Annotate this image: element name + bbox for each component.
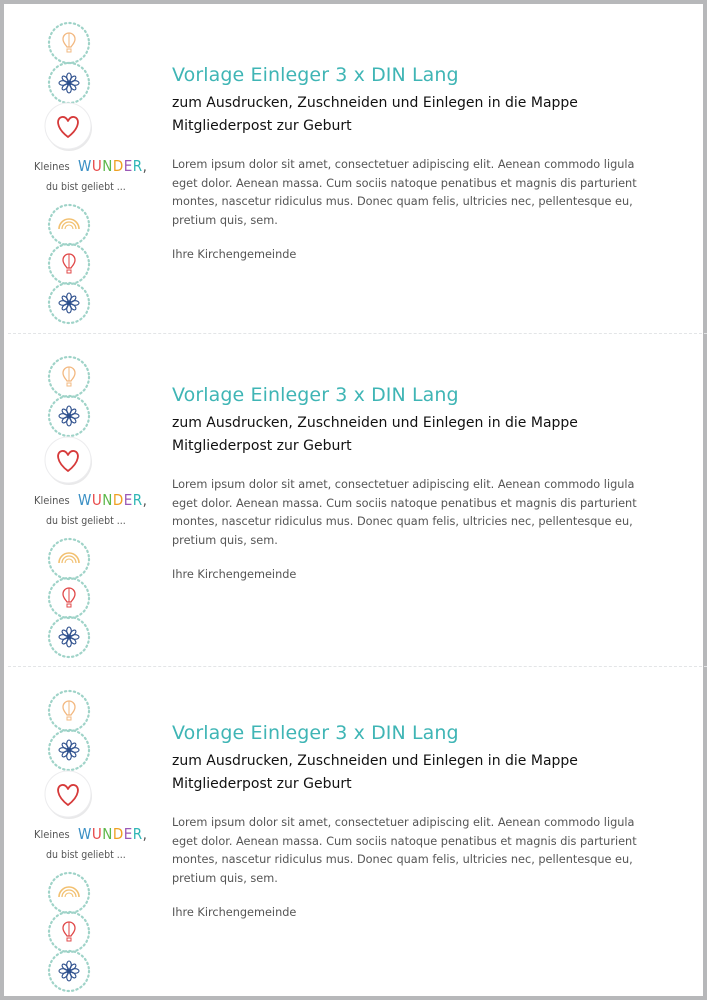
tagline-word1: Kleines xyxy=(34,160,70,173)
kleines-wunder-logo xyxy=(28,820,148,866)
flower-icon xyxy=(46,727,92,773)
insert-title: Vorlage Einleger 3 x DIN Lang xyxy=(172,64,459,86)
insert-title: Vorlage Einleger 3 x DIN Lang xyxy=(172,722,459,744)
insert-signature: Ihre Kirchengemeinde xyxy=(172,906,297,919)
cut-line xyxy=(8,666,707,667)
insert-body: Lorem ipsum dolor sit amet, consectetuer adipiscing elit. Aenean commodo ligula eget dolor. Aenean massa. Cum sociis natoque penatibus et magnis dis parturient montes, nascetur ridiculus mus. Donec quam felis, ultricies nec, pellentesque eu, pretium quis, sem. xyxy=(172,816,637,886)
heart-icon xyxy=(42,434,96,488)
heart-icon xyxy=(42,100,96,154)
insert-signature: Ihre Kirchengemeinde xyxy=(172,568,297,581)
tagline-word2: WUNDER, xyxy=(78,157,148,175)
tagline-line2: du bist geliebt ... xyxy=(46,515,126,527)
heart-icon xyxy=(42,768,96,822)
flower-icon xyxy=(46,280,92,326)
tagline-word1: Kleines xyxy=(34,494,70,507)
insert-title: Vorlage Einleger 3 x DIN Lang xyxy=(172,384,459,406)
insert-body: Lorem ipsum dolor sit amet, consectetuer adipiscing elit. Aenean commodo ligula eget dolor. Aenean massa. Cum sociis natoque penatibus et magnis dis parturient montes, nascetur ridiculus mus. Donec quam felis, ultricies nec, pellentesque eu, pretium quis, sem. xyxy=(172,158,637,228)
tagline-line2: du bist geliebt ... xyxy=(46,181,126,193)
insert-signature: Ihre Kirchengemeinde xyxy=(172,248,297,261)
tagline-word2: WUNDER, xyxy=(78,491,148,509)
insert-subtitle: zum Ausdrucken, Zuschneiden und Einlegen in die Mappe Mitgliederpost zur Geburt xyxy=(172,95,578,134)
insert-subtitle: zum Ausdrucken, Zuschneiden und Einlegen in die Mappe Mitgliederpost zur Geburt xyxy=(172,753,578,792)
kleines-wunder-logo xyxy=(28,486,148,532)
cut-line xyxy=(8,333,707,334)
tagline-line2: du bist geliebt ... xyxy=(46,849,126,861)
flower-icon xyxy=(46,614,92,660)
insert-subtitle: zum Ausdrucken, Zuschneiden und Einlegen in die Mappe Mitgliederpost zur Geburt xyxy=(172,415,578,454)
kleines-wunder-logo xyxy=(28,152,148,198)
tagline-word1: Kleines xyxy=(34,828,70,841)
flower-icon xyxy=(46,393,92,439)
tagline-word2: WUNDER, xyxy=(78,825,148,843)
flower-icon xyxy=(46,948,92,994)
insert-body: Lorem ipsum dolor sit amet, consectetuer adipiscing elit. Aenean commodo ligula eget dolor. Aenean massa. Cum sociis natoque penatibus et magnis dis parturient montes, nascetur ridiculus mus. Donec quam felis, ultricies nec, pellentesque eu, pretium quis, sem. xyxy=(172,478,637,548)
